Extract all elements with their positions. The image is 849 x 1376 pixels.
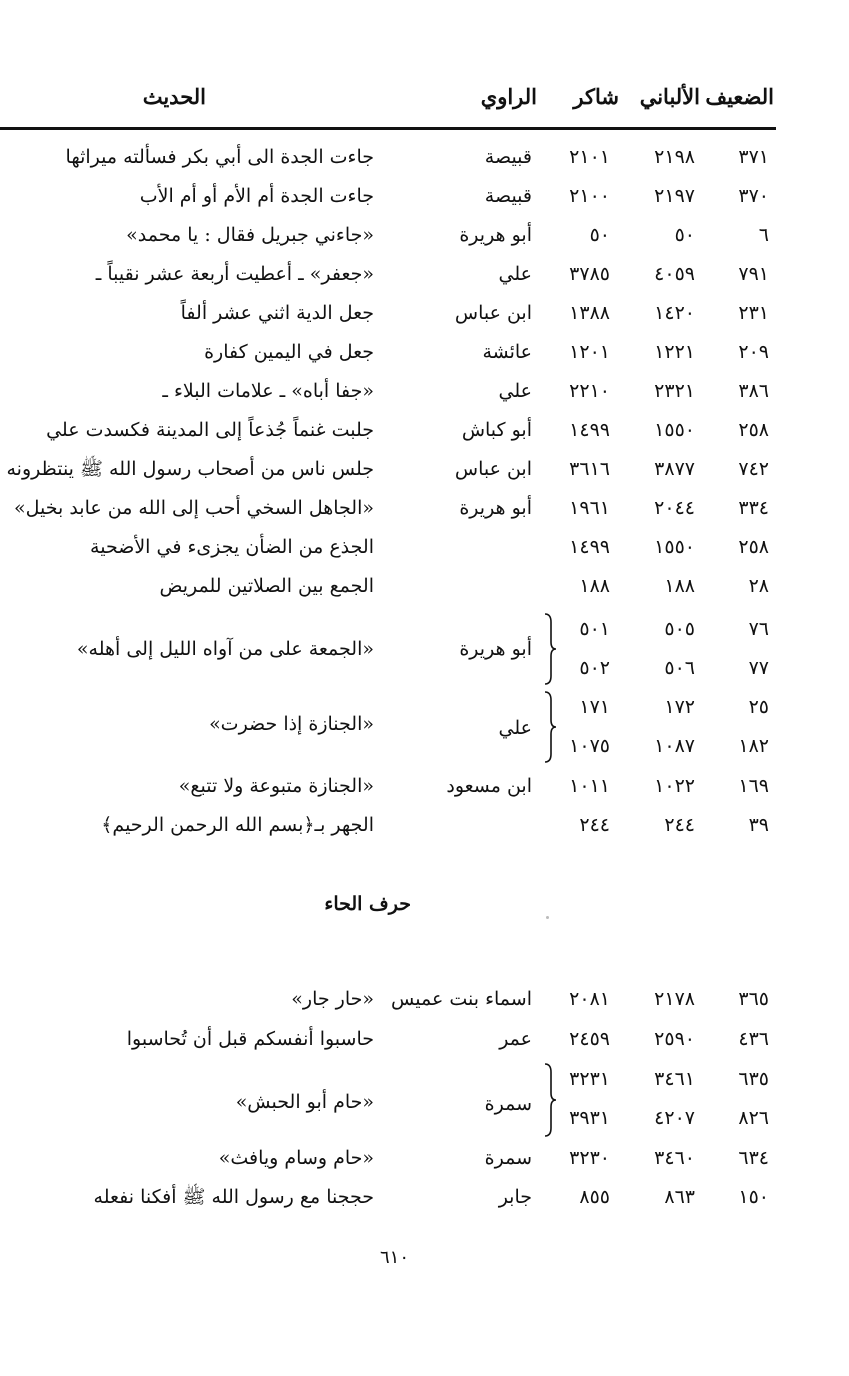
table-row <box>0 294 849 332</box>
table-row <box>0 1060 849 1098</box>
albani-number: ١٧٢ <box>664 696 695 718</box>
group-hadith: «حام أبو الحبش» <box>235 1091 374 1113</box>
table-row <box>0 649 849 687</box>
table-row <box>0 1178 849 1216</box>
daif-number: ٣٨٦ <box>738 380 769 402</box>
daif-number: ٢٨ <box>748 575 769 597</box>
col-header-hadith: الحديث <box>142 84 206 109</box>
albani-number: ٥٠٥ <box>664 618 695 640</box>
section-title: حرف الحاء <box>324 893 411 915</box>
albani-number: ٢٣٢١ <box>654 380 695 402</box>
narrator: سمرة <box>484 1147 532 1169</box>
shakir-number: ٢٠٨١ <box>569 988 610 1010</box>
narrator: أبو هريرة <box>459 497 532 519</box>
albani-number: ٤٢٠٧ <box>654 1107 695 1129</box>
albani-number: ٢١٩٨ <box>654 146 695 168</box>
shakir-number: ١٢٠١ <box>569 341 610 363</box>
daif-number: ١٦٩ <box>738 775 769 797</box>
hadith-text: جلس ناس من أصحاب رسول الله ﷺ ينتظرونه <box>6 458 374 480</box>
hadith-text: جعل الدية اثني عشر ألفاً <box>180 302 374 324</box>
albani-number: ٣٤٦٠ <box>654 1147 695 1169</box>
page-number: ٦١٠ <box>380 1247 410 1268</box>
daif-number: ٢٠٩ <box>738 341 769 363</box>
narrator: عائشة <box>482 341 532 363</box>
narrator: قبيصة <box>484 146 532 168</box>
group-hadith: «الجمعة على من آواه الليل إلى أهله» <box>76 638 374 660</box>
table-row <box>0 138 849 176</box>
group-rawi: أبو هريرة <box>459 638 532 660</box>
shakir-number: ٥٠٢ <box>579 657 610 679</box>
shakir-number: ٢١٠٠ <box>569 185 610 207</box>
daif-number: ٣٣٤ <box>738 497 769 519</box>
daif-number: ٧٦ <box>748 618 769 640</box>
shakir-number: ١٩٦١ <box>569 497 610 519</box>
narrator: ابن مسعود <box>446 775 532 797</box>
narrator: ابن عباس <box>454 302 532 324</box>
narrator: قبيصة <box>484 185 532 207</box>
hadith-text: «حام وسام ويافث» <box>218 1147 374 1169</box>
hadith-text: «جعفر» ـ أعطيت أربعة عشر نقيباً ـ <box>95 263 374 285</box>
hadith-text: «الجنازة متبوعة ولا تتبع» <box>178 775 374 797</box>
table-row <box>0 372 849 410</box>
daif-number: ٣٧٠ <box>738 185 769 207</box>
table-row <box>0 688 849 726</box>
table-row <box>0 806 849 844</box>
group-hadith: «الجنازة إذا حضرت» <box>209 713 374 735</box>
hadith-text: حاسبوا أنفسكم قبل أن تُحاسبوا <box>126 1028 374 1050</box>
narrator: أبو كباش <box>461 419 532 441</box>
albani-number: ١٠٢٢ <box>654 775 695 797</box>
daif-number: ٣٦٥ <box>738 988 769 1010</box>
shakir-number: ٥٠ <box>589 224 610 246</box>
table-row <box>0 450 849 488</box>
albani-number: ١٠٨٧ <box>654 735 695 757</box>
shakir-number: ٣٦١٦ <box>569 458 610 480</box>
albani-number: ٣٨٧٧ <box>654 458 695 480</box>
table-row <box>0 333 849 371</box>
table-row <box>0 567 849 605</box>
table-row <box>0 1020 849 1058</box>
daif-number: ٤٣٦ <box>738 1028 769 1050</box>
hadith-text: «جاءني جبريل فقال : يا محمد» <box>126 224 374 246</box>
daif-number: ٧٤٢ <box>738 458 769 480</box>
albani-number: ١٤٢٠ <box>654 302 695 324</box>
albani-number: ٢١٩٧ <box>654 185 695 207</box>
daif-number: ٢٣١ <box>738 302 769 324</box>
hadith-text: الجذع من الضأن يجزىء في الأضحية <box>90 536 374 558</box>
shakir-number: ١٠١١ <box>569 775 610 797</box>
narrator: علي <box>498 380 532 402</box>
narrator: ابن عباس <box>454 458 532 480</box>
albani-number: ١٥٥٠ <box>654 419 695 441</box>
hadith-text: «الجاهل السخي أحب إلى الله من عابد بخيل» <box>13 497 374 519</box>
table-row <box>0 411 849 449</box>
shakir-number: ١٨٨ <box>579 575 610 597</box>
shakir-number: ٢٤٤ <box>579 814 610 836</box>
hadith-text: الجهر بـ﴿بسم الله الرحمن الرحيم﴾ <box>101 814 374 836</box>
narrator: جابر <box>498 1186 532 1208</box>
hadith-text: جاءت الجدة الى أبي بكر فسألته ميراثها <box>65 146 374 168</box>
col-header-daif: الضعيف <box>705 84 774 109</box>
albani-number: ٥٠ <box>674 224 695 246</box>
shakir-number: ٨٥٥ <box>579 1186 610 1208</box>
table-row <box>0 610 849 648</box>
hadith-text: الجمع بين الصلاتين للمريض <box>159 575 374 597</box>
shakir-number: ٣٢٣٠ <box>569 1147 610 1169</box>
daif-number: ٦٣٥ <box>738 1068 769 1090</box>
daif-number: ٢٥٨ <box>738 536 769 558</box>
daif-number: ٧٩١ <box>738 263 769 285</box>
narrator: عمر <box>499 1028 532 1050</box>
narrator: علي <box>498 263 532 285</box>
albani-number: ١٢٢١ <box>654 341 695 363</box>
hadith-text: «حار جار» <box>291 988 374 1010</box>
shakir-number: ١٤٩٩ <box>569 419 610 441</box>
shakir-number: ٢٢١٠ <box>569 380 610 402</box>
hadith-text: حججنا مع رسول الله ﷺ أفكنا نفعله <box>93 1186 374 1208</box>
albani-number: ٤٠٥٩ <box>654 263 695 285</box>
table-row <box>0 489 849 527</box>
shakir-number: ١٠٧٥ <box>569 735 610 757</box>
col-header-rawi: الراوي <box>480 84 537 109</box>
daif-number: ٣٩ <box>748 814 769 836</box>
daif-number: ١٥٠ <box>738 1186 769 1208</box>
albani-number: ٢٤٤ <box>664 814 695 836</box>
shakir-number: ١٧١ <box>579 696 610 718</box>
narrator: اسماء بنت عميس <box>391 988 532 1010</box>
daif-number: ٦٣٤ <box>738 1147 769 1169</box>
daif-number: ٨٢٦ <box>738 1107 769 1129</box>
table-row <box>0 216 849 254</box>
table-row <box>0 177 849 215</box>
hadith-text: «جفا أباه» ـ علامات البلاء ـ <box>162 380 374 402</box>
narrator: أبو هريرة <box>459 224 532 246</box>
hadith-text: جاءت الجدة أم الأم أو أم الأب <box>139 185 374 207</box>
table-row <box>0 727 849 765</box>
group-rawi: علي <box>498 717 532 739</box>
albani-number: ٢٥٩٠ <box>654 1028 695 1050</box>
albani-number: ٢١٧٨ <box>654 988 695 1010</box>
table-row <box>0 1099 849 1137</box>
shakir-number: ٢٤٥٩ <box>569 1028 610 1050</box>
hadith-text: جعل في اليمين كفارة <box>204 341 374 363</box>
shakir-number: ٢١٠١ <box>569 146 610 168</box>
table-row <box>0 528 849 566</box>
albani-number: ٨٦٣ <box>664 1186 695 1208</box>
col-header-albani: الألباني <box>639 84 700 109</box>
shakir-number: ٣٩٣١ <box>569 1107 610 1129</box>
table-row <box>0 1139 849 1177</box>
hadith-text: جلبت غنماً جُذعاً إلى المدينة فكسدت علي <box>46 419 374 441</box>
decorative-speck <box>546 916 549 919</box>
daif-number: ٢٥٨ <box>738 419 769 441</box>
daif-number: ٦ <box>758 224 769 246</box>
shakir-number: ١٤٩٩ <box>569 536 610 558</box>
daif-number: ١٨٢ <box>738 735 769 757</box>
group-rawi: سمرة <box>484 1093 532 1115</box>
shakir-number: ٣٢٣١ <box>569 1068 610 1090</box>
albani-number: ٢٠٤٤ <box>654 497 695 519</box>
table-row <box>0 767 849 805</box>
albani-number: ١٨٨ <box>664 575 695 597</box>
daif-number: ٢٥ <box>748 696 769 718</box>
header-rule <box>0 127 776 130</box>
albani-number: ٥٠٦ <box>664 657 695 679</box>
albani-number: ١٥٥٠ <box>654 536 695 558</box>
table-row <box>0 980 849 1018</box>
daif-number: ٣٧١ <box>738 146 769 168</box>
table-row <box>0 255 849 293</box>
shakir-number: ٥٠١ <box>579 618 610 640</box>
daif-number: ٧٧ <box>748 657 769 679</box>
shakir-number: ١٣٨٨ <box>569 302 610 324</box>
col-header-shakir: شاكر <box>573 84 619 109</box>
shakir-number: ٣٧٨٥ <box>569 263 610 285</box>
albani-number: ٣٤٦١ <box>654 1068 695 1090</box>
